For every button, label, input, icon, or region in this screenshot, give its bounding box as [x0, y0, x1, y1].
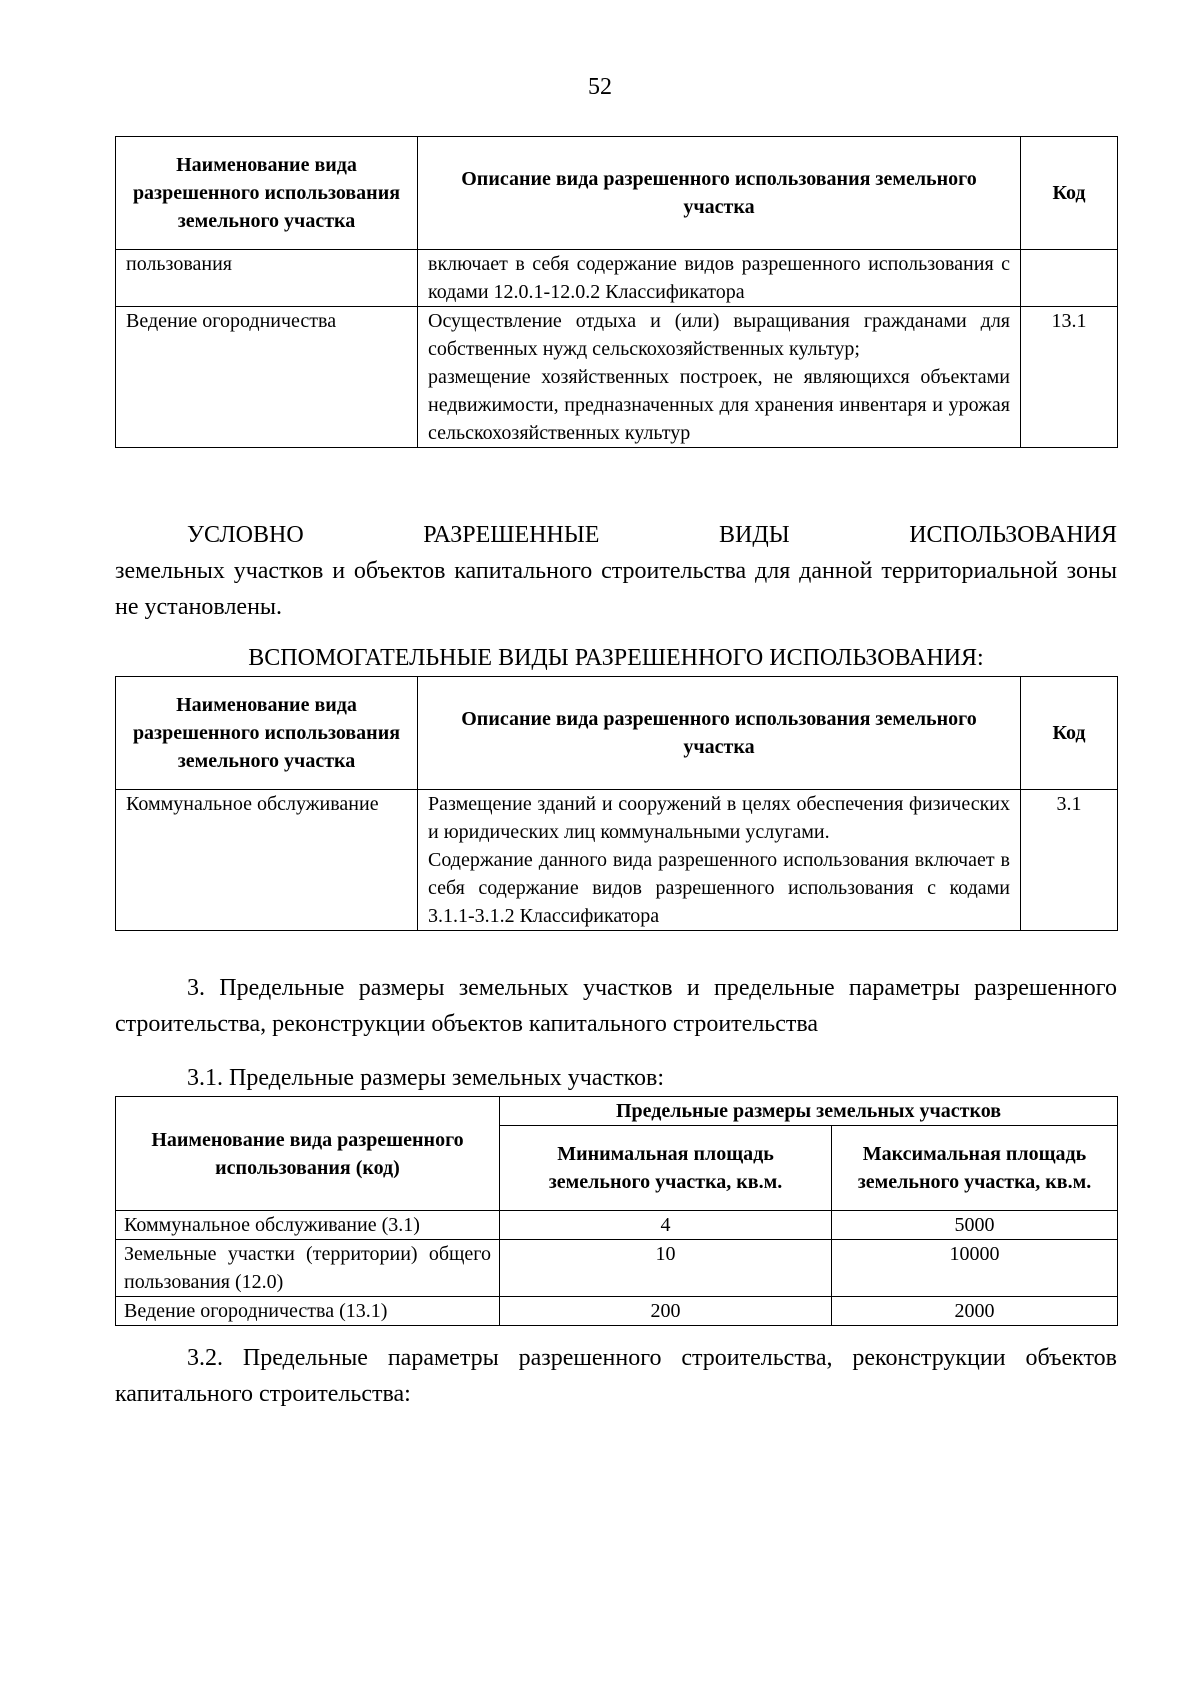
heading-word: УСЛОВНО	[187, 522, 304, 548]
section-3-2-paragraph: 3.2. Предельные параметры разрешенного строительства, реконструкции объектов капитального строительства:	[115, 1345, 1117, 1407]
table-row	[116, 1240, 1118, 1297]
table-row	[116, 250, 1118, 307]
header-code: Код	[1021, 677, 1118, 790]
row-name: Коммунальное обслуживание (3.1)	[116, 1211, 500, 1240]
row-description	[418, 307, 1021, 448]
header-code: Код	[1021, 137, 1118, 250]
header-min-area: Минимальная площадь земельного участка, кв.м.	[500, 1126, 832, 1211]
page-number: 52	[588, 74, 612, 100]
section-3-paragraph: 3. Предельные размеры земельных участков и предельные параметры разрешенного строительства, реконструкции объектов капитального строительства	[115, 975, 1117, 1037]
description-part-1: Размещение зданий и сооружений в целях обеспечения физических и юридических лиц коммунальными услугами.	[428, 793, 1010, 843]
conditional-text: земельных участков и объектов капитального строительства для данной территориальной зоны не установлены.	[115, 558, 1117, 620]
row-max-area: 10000	[832, 1240, 1118, 1297]
row-name: Коммунальное обслуживание	[116, 790, 418, 931]
table-row	[116, 790, 1118, 931]
table-row	[116, 1211, 1118, 1240]
table-row	[116, 1297, 1118, 1326]
header-max-area: Максимальная площадь земельного участка, кв.м.	[832, 1126, 1118, 1211]
header-name: Наименование вида разрешенного использования (код)	[116, 1097, 500, 1211]
section-3-1-heading: 3.1. Предельные размеры земельных участков:	[187, 1065, 664, 1091]
plot-size-limits-table	[115, 1096, 1118, 1326]
description-part-2: размещение хозяйственных построек, не являющихся объектами недвижимости, предназначенных для хранения инвентаря и урожая сельскохозяйственных культур	[428, 366, 1010, 444]
heading-word: ВИДЫ	[718, 522, 790, 548]
row-description: включает в себя содержание видов разрешенного использования с кодами 12.0.1-12.0.2 Классификатора	[418, 250, 1021, 307]
header-name: Наименование вида разрешенного использования земельного участка	[116, 677, 418, 790]
row-min-area: 10	[500, 1240, 832, 1297]
row-code: 13.1	[1021, 307, 1118, 448]
table-header-row	[116, 677, 1118, 790]
row-min-area: 4	[500, 1211, 832, 1240]
row-max-area: 5000	[832, 1211, 1118, 1240]
row-description	[418, 790, 1021, 931]
header-description: Описание вида разрешенного использования земельного участка	[418, 137, 1021, 250]
heading-word: ИСПОЛЬЗОВАНИЯ	[909, 522, 1117, 548]
header-group: Предельные размеры земельных участков	[500, 1097, 1118, 1126]
table-header-row	[116, 1097, 1118, 1126]
auxiliary-heading: ВСПОМОГАТЕЛЬНЫЕ ВИДЫ РАЗРЕШЕННОГО ИСПОЛЬЗОВАНИЯ:	[248, 645, 984, 671]
row-code: 3.1	[1021, 790, 1118, 931]
description-part-2: Содержание данного вида разрешенного использования включает в себя содержание видов разрешенного использования с кодами 3.1.1-3.1.2 Классификатора	[428, 849, 1010, 927]
row-max-area: 2000	[832, 1297, 1118, 1326]
row-min-area: 200	[500, 1297, 832, 1326]
row-name: Ведение огородничества	[116, 307, 418, 448]
permitted-uses-table-continued	[115, 136, 1118, 448]
conditional-heading	[115, 517, 1117, 553]
description-part-1: Осуществление отдыха и (или) выращивания гражданами для собственных нужд сельскохозяйственных культур;	[428, 310, 1010, 360]
row-name: Земельные участки (территории) общего пользования (12.0)	[116, 1240, 500, 1297]
header-description: Описание вида разрешенного использования земельного участка	[418, 677, 1021, 790]
auxiliary-uses-table	[115, 676, 1118, 931]
heading-word: РАЗРЕШЕННЫЕ	[423, 522, 600, 548]
row-code	[1021, 250, 1118, 307]
table-row	[116, 307, 1118, 448]
row-name: пользования	[116, 250, 418, 307]
header-name: Наименование вида разрешенного использования земельного участка	[116, 137, 418, 250]
table-header-row	[116, 137, 1118, 250]
row-name: Ведение огородничества (13.1)	[116, 1297, 500, 1326]
